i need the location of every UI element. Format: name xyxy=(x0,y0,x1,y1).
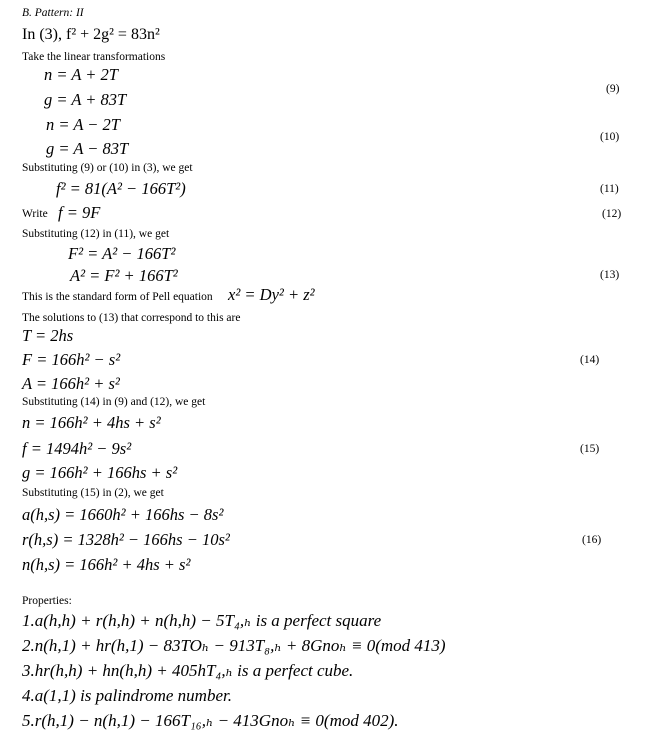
equation-number-9: (9) xyxy=(606,83,620,95)
property-2: 2.n(h,1) + hr(h,1) − 83TOₕ − 913T₈,ₕ + 8Gnoₕ ≡ 0(mod 413) xyxy=(22,636,446,655)
equation-A: A = 166h² + s² xyxy=(22,374,120,393)
equation-g-hs: g = 166h² + 166hs + s² xyxy=(22,463,178,482)
write-label: Write xyxy=(22,208,48,220)
properties-title: Properties: xyxy=(22,595,72,607)
equation-n-hs: n = 166h² + 4hs + s² xyxy=(22,413,161,432)
substitution-text-2: Substituting (12) in (11), we get xyxy=(22,228,170,240)
solutions-text: The solutions to (13) that correspond to this are xyxy=(22,312,241,324)
equation-A-squared: A² = F² + 166T² xyxy=(70,266,178,285)
equation-n-plus: n = A + 2T xyxy=(44,65,118,84)
equation-number-16: (16) xyxy=(582,534,602,546)
equation-f-squared: f² = 81(A² − 166T²) xyxy=(56,179,186,198)
equation-a-hs: a(h,s) = 1660h² + 166hs − 8s² xyxy=(22,505,224,524)
property-3: 3.hr(h,h) + hn(h,h) + 405hT₄,ₕ is a perfect cube. xyxy=(22,661,354,680)
equation-number-11: (11) xyxy=(600,183,619,195)
equation-number-10: (10) xyxy=(600,131,620,143)
pell-equation: x² = Dy² + z² xyxy=(228,285,315,304)
equation-f-9F: f = 9F xyxy=(58,203,101,222)
substitution-text-1: Substituting (9) or (10) in (3), we get xyxy=(22,162,193,174)
pell-text: This is the standard form of Pell equation xyxy=(22,291,213,303)
substitution-text-3: Substituting (14) in (9) and (12), we get xyxy=(22,396,206,408)
equation-f-hs: f = 1494h² − 9s² xyxy=(22,439,132,458)
equation-T: T = 2hs xyxy=(22,326,74,345)
property-1: 1.a(h,h) + r(h,h) + n(h,h) − 5T₄,ₕ is a perfect square xyxy=(22,611,382,630)
equation-g-plus: g = A + 83T xyxy=(44,90,127,109)
equation-number-15: (15) xyxy=(580,443,600,455)
equation-n-hs-final: n(h,s) = 166h² + 4hs + s² xyxy=(22,555,191,574)
intro-equation-line: In (3), f² + 2g² = 83n² xyxy=(22,26,160,43)
property-4: 4.a(1,1) is palindrome number. xyxy=(22,686,232,705)
equation-number-14: (14) xyxy=(580,354,600,366)
equation-g-minus: g = A − 83T xyxy=(46,139,129,158)
equation-n-minus: n = A − 2T xyxy=(46,115,120,134)
section-heading: B. Pattern: II xyxy=(22,7,84,19)
linear-transform-text: Take the linear transformations xyxy=(22,51,166,63)
equation-F: F = 166h² − s² xyxy=(22,350,121,369)
equation-number-12: (12) xyxy=(602,208,622,220)
substitution-text-4: Substituting (15) in (2), we get xyxy=(22,487,164,499)
equation-number-13: (13) xyxy=(600,269,620,281)
equation-F-squared: F² = A² − 166T² xyxy=(68,244,176,263)
property-5: 5.r(h,1) − n(h,1) − 166T₁₆,ₕ − 413Gnoₕ ≡ 0(mod 402). xyxy=(22,711,399,730)
equation-r-hs: r(h,s) = 1328h² − 166hs − 10s² xyxy=(22,530,230,549)
